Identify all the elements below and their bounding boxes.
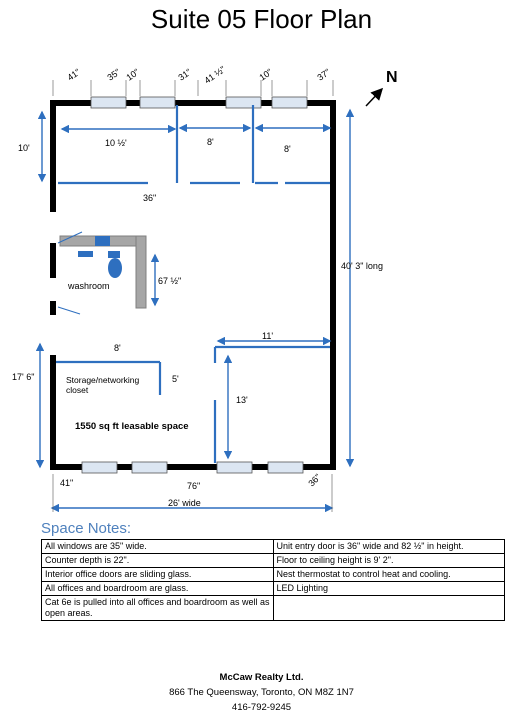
window (272, 97, 307, 108)
sink-icon (95, 236, 110, 246)
space-notes-table (41, 539, 505, 621)
dimension-lines (40, 110, 350, 508)
footer-phone: 416-792-9245 (231, 702, 292, 713)
dim-office3: 8' (284, 144, 291, 154)
window (226, 97, 261, 108)
dim-top-41half: 41 ½" (202, 64, 228, 86)
dim-boardroom-depth: 13' (236, 395, 248, 405)
table-row (42, 554, 505, 568)
washroom (58, 232, 146, 314)
dim-wide-26: 26' wide (168, 498, 201, 508)
toilet-tank-icon (108, 251, 120, 258)
washroom-label: washroom (68, 281, 110, 291)
table-row (42, 582, 505, 596)
footer-company: McCaw Realty Ltd. (219, 672, 304, 683)
dim-top-10: 10" (124, 66, 141, 83)
dim-office2: 8' (207, 137, 214, 147)
toilet-icon (108, 258, 122, 278)
leasable-label: 1550 sq ft leasable space (75, 421, 189, 432)
window (132, 462, 167, 473)
note-cell: All offices and boardroom are glass. (42, 582, 274, 596)
dim-bottom-76: 76" (187, 481, 201, 491)
dim-long-40: 40' 3" long (341, 261, 383, 271)
dim-top-41: 41" (65, 66, 82, 83)
storage-label-2: closet (66, 385, 89, 395)
table-row (42, 540, 505, 554)
window (217, 462, 252, 473)
dim-bottom-41: 41" (60, 478, 74, 488)
window (268, 462, 303, 473)
dim-counter: 36" (143, 193, 157, 203)
note-cell: Cat 6e is pulled into all offices and boardroom as well as open areas. (42, 596, 274, 621)
footer-address: 866 The Queensway, Toronto, ON M8Z 1N7 (169, 687, 354, 698)
dim-bottom-36: 36" (306, 471, 323, 489)
note-cell: Counter depth is 22". (42, 554, 274, 568)
table-row (42, 568, 505, 582)
north-arrow-icon (366, 69, 398, 106)
window (82, 462, 117, 473)
note-cell: Interior office doors are sliding glass. (42, 568, 274, 582)
north-label: N (386, 69, 398, 86)
dim-top-31: 31" (176, 66, 193, 83)
dim-top-10b: 10" (257, 66, 274, 83)
sink-icon (78, 251, 93, 257)
dim-storage-depth: 5' (172, 374, 179, 384)
dim-washroom-height: 67 ½" (158, 276, 182, 286)
note-cell: Nest thermostat to control heat and cooling. (273, 568, 505, 582)
windows (82, 97, 307, 473)
dim-top-37: 37" (315, 66, 332, 83)
dim-left-17: 17' 6" (12, 372, 35, 382)
window (140, 97, 175, 108)
space-notes-heading: Space Notes: (41, 520, 132, 537)
dim-boardroom-width: 11' (262, 331, 274, 341)
dim-office1: 10 ½' (105, 138, 127, 148)
dim-storage-width: 8' (114, 343, 121, 353)
note-cell: Unit entry door is 36" wide and 82 ½" in height. (273, 540, 505, 554)
note-cell: LED Lighting (273, 582, 505, 596)
note-cell (273, 596, 505, 621)
storage-label: Storage/networking (66, 375, 140, 385)
note-cell: Floor to ceiling height is 9' 2". (273, 554, 505, 568)
window (91, 97, 126, 108)
dim-top-35: 35" (105, 66, 122, 83)
table-row (42, 596, 505, 621)
dim-left-10: 10' (18, 143, 30, 153)
page-title: Suite 05 Floor Plan (150, 4, 373, 34)
note-cell: All windows are 35" wide. (42, 540, 274, 554)
